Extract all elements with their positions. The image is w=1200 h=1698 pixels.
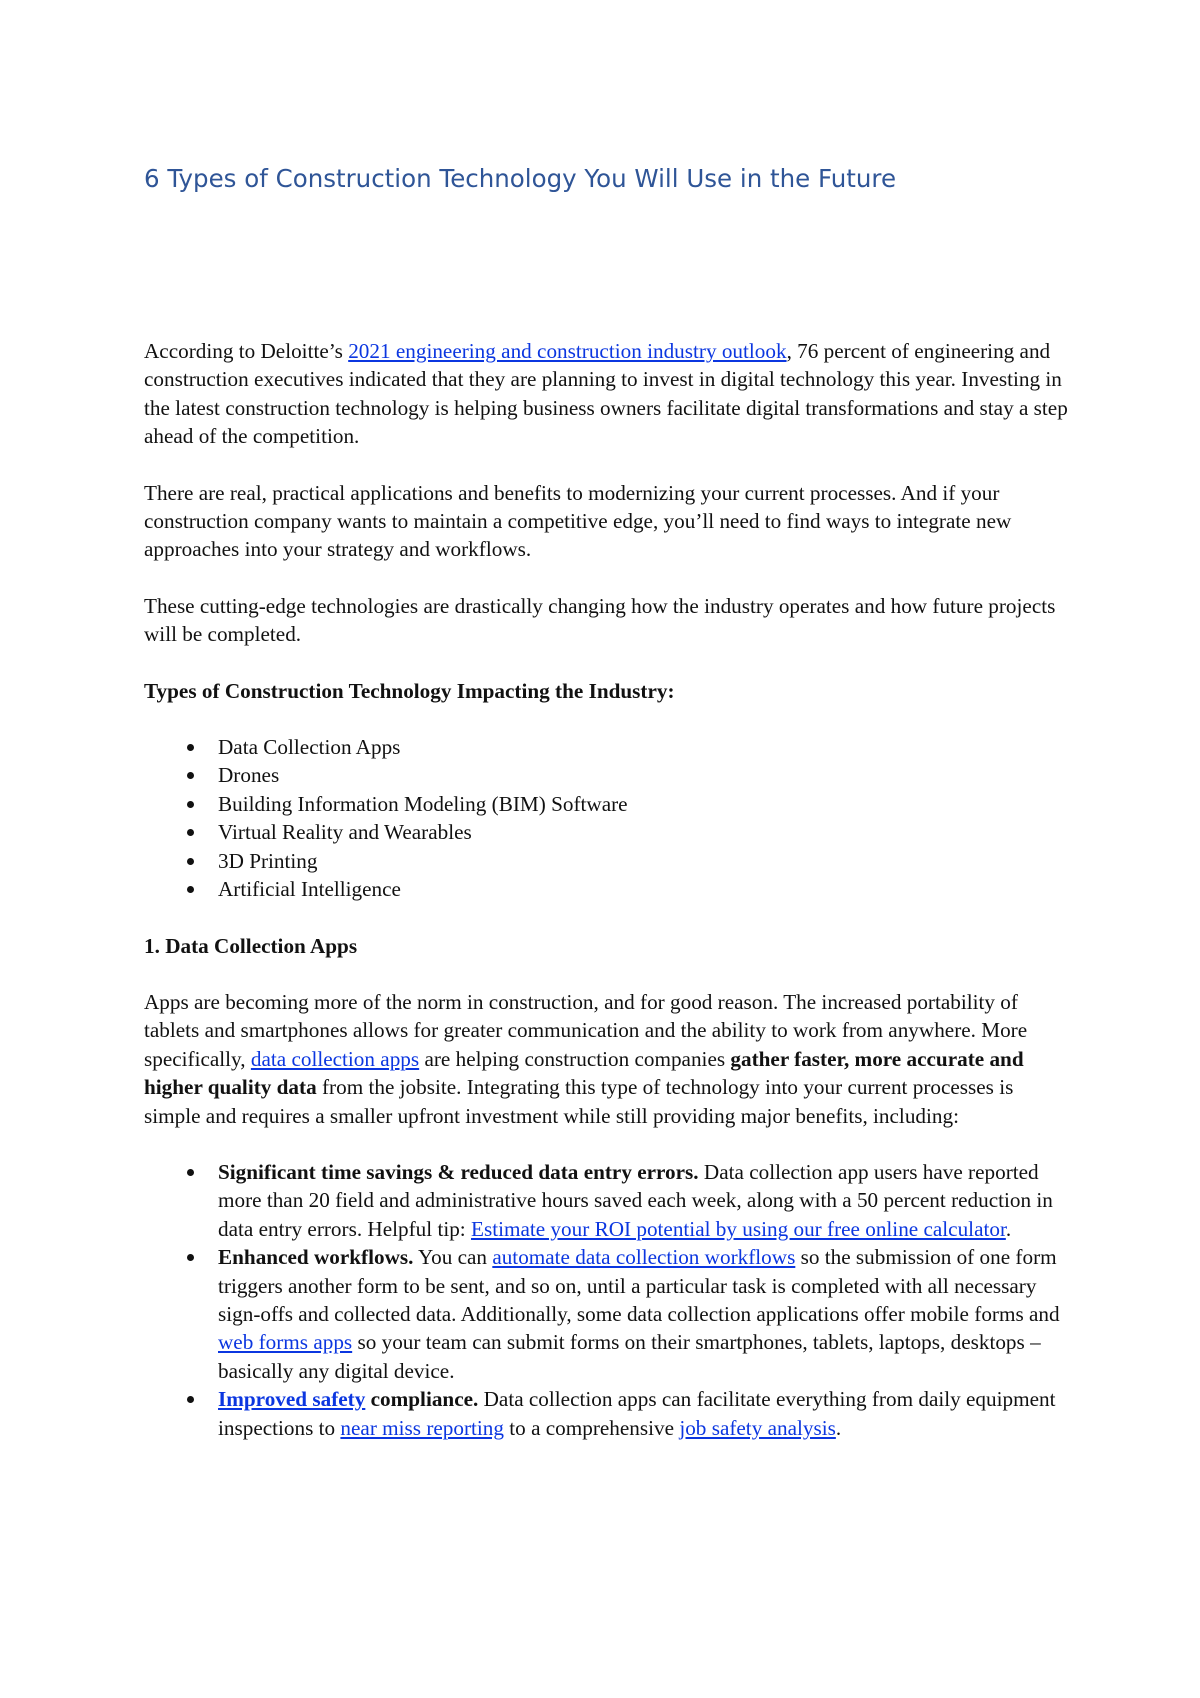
automate-workflows-link[interactable]: automate data collection workflows — [492, 1245, 796, 1270]
list-item: Drones — [218, 761, 1074, 789]
list-item: Artificial Intelligence — [218, 875, 1074, 903]
improved-safety-link[interactable]: Improved safety — [218, 1387, 366, 1412]
benefits-list — [144, 1158, 1074, 1442]
list-item: Enhanced workflows. You can automate data collection workflows so the submission of one form triggers another form to be sent, and so on, until a particular task is completed with all necessary sign-offs and collected data. Additionally, some data collection applications offer mobile forms and web forms apps so your team can submit forms on their smartphones, tablets, laptops, desktops – basically any digital device. — [218, 1243, 1074, 1385]
web-forms-apps-link[interactable]: web forms apps — [218, 1330, 353, 1355]
document-body — [144, 337, 1074, 1442]
list-item: Virtual Reality and Wearables — [218, 818, 1074, 846]
intro-paragraph-1: According to Deloitte’s 2021 engineering and construction industry outlook, 76 percent of engineering and construction executives indicated that they are planning to invest in digital technology this year. Investing in the latest construction technology is helping business owners facilitate digital transformations and stay a step ahead of the competition. — [144, 339, 1068, 449]
section-heading-data-collection: 1. Data Collection Apps — [144, 933, 358, 958]
data-collection-apps-link[interactable]: data collection apps — [250, 1046, 420, 1071]
job-safety-analysis-link[interactable]: job safety analysis — [679, 1415, 836, 1440]
deloitte-outlook-link[interactable]: 2021 engineering and construction industry outlook — [348, 339, 787, 363]
intro-paragraph-3: These cutting-edge technologies are drastically changing how the industry operates and how future projects will be completed. — [144, 593, 1056, 647]
near-miss-reporting-link[interactable]: near miss reporting — [340, 1415, 504, 1440]
types-heading: Types of Construction Technology Impacting the Industry: — [144, 678, 675, 703]
list-item: Data Collection Apps — [218, 733, 1074, 761]
page-title: 6 Types of Construction Technology You Will Use in the Future — [144, 164, 897, 193]
data-collection-paragraph: Apps are becoming more of the norm in construction, and for good reason. The increased portability of tablets and smartphones allows for greater communication and the ability to work from anywhere. More specifically, data collection apps are helping construction companies gather faster, more accurate and higher quality data from the jobsite. Integrating this type of technology into your current processes is simple and requires a smaller upfront investment while still providing major benefits, including: — [144, 989, 1028, 1128]
roi-calculator-link[interactable]: Estimate your ROI potential by using our free online calculator — [471, 1216, 1006, 1241]
list-item: Improved safety compliance. Data collection apps can facilitate everything from daily equipment inspections to near miss reporting to a comprehensive job safety analysis. — [218, 1385, 1074, 1442]
list-item: 3D Printing — [218, 847, 1074, 875]
intro-paragraph-2: There are real, practical applications and benefits to modernizing your current processes. And if your construction company wants to maintain a competitive edge, you’ll need to find ways to integrate new approaches into your strategy and workflows. — [144, 480, 1012, 562]
list-item: Building Information Modeling (BIM) Software — [218, 790, 1074, 818]
list-item: Significant time savings & reduced data entry errors. Data collection app users have reported more than 20 field and administrative hours saved each week, along with a 50 percent reduction in data entry errors. Helpful tip: Estimate your ROI potential by using our free online calculator. — [218, 1158, 1074, 1243]
types-list — [144, 733, 1074, 903]
